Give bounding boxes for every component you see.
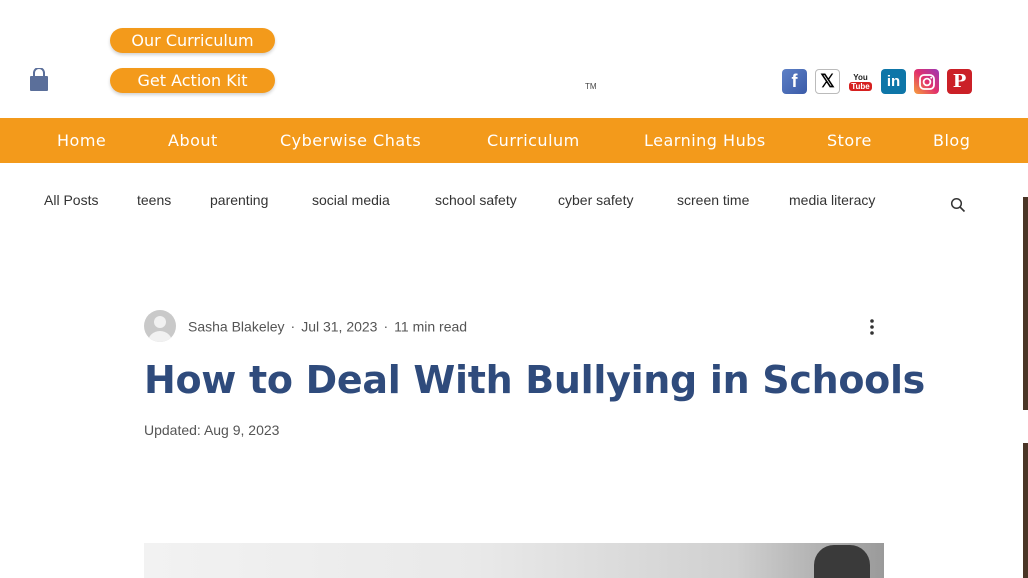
instagram-icon[interactable] — [914, 69, 939, 94]
author-name[interactable]: Sasha Blakeley — [188, 318, 285, 335]
category-teens[interactable]: teens — [137, 192, 172, 208]
category-all-posts[interactable]: All Posts — [44, 192, 99, 208]
meta-separator: · — [383, 318, 389, 335]
blog-category-menu — [0, 192, 1028, 214]
get-action-kit-button[interactable]: Get Action Kit — [110, 68, 275, 93]
more-actions-icon[interactable] — [866, 318, 878, 336]
nav-item-learning-hubs[interactable]: Learning Hubs — [644, 131, 766, 150]
category-media-literacy[interactable]: media literacy — [789, 192, 876, 208]
meta-separator: · — [290, 318, 296, 335]
nav-item-blog[interactable]: Blog — [933, 131, 971, 150]
youtube-icon-top: You — [853, 72, 868, 82]
post-title: How to Deal With Bullying in Schools — [144, 358, 926, 402]
nav-item-cyberwise-chats[interactable]: Cyberwise Chats — [280, 131, 422, 150]
linkedin-icon[interactable]: in — [881, 69, 906, 94]
youtube-icon[interactable] — [848, 69, 873, 94]
site-header — [0, 0, 1028, 118]
x-icon[interactable]: 𝕏 — [815, 69, 840, 94]
post-updated-date: Updated: Aug 9, 2023 — [144, 422, 280, 438]
trademark-mark: TM — [585, 82, 597, 91]
pinterest-icon[interactable]: P — [947, 69, 972, 94]
nav-item-home[interactable]: Home — [57, 131, 107, 150]
side-image-edge — [1023, 197, 1028, 410]
person-icon — [144, 310, 176, 342]
nav-item-about[interactable]: About — [168, 131, 218, 150]
author-avatar[interactable] — [144, 310, 176, 342]
nav-item-store[interactable]: Store — [827, 131, 872, 150]
category-screen-time[interactable]: screen time — [677, 192, 750, 208]
our-curriculum-button[interactable]: Our Curriculum — [110, 28, 275, 53]
category-cyber-safety[interactable]: cyber safety — [558, 192, 634, 208]
post-hero-image — [144, 543, 884, 578]
main-nav — [0, 118, 1028, 163]
read-time: 11 min read — [394, 318, 468, 335]
side-image-edge — [1023, 443, 1028, 578]
nav-item-curriculum[interactable]: Curriculum — [487, 131, 580, 150]
category-social-media[interactable]: social media — [312, 192, 390, 208]
post-date: Jul 31, 2023 — [301, 318, 378, 335]
shopping-bag-icon[interactable] — [29, 68, 49, 92]
social-links — [782, 69, 972, 94]
facebook-icon[interactable]: f — [782, 69, 807, 94]
search-icon[interactable] — [950, 197, 966, 213]
category-parenting[interactable]: parenting — [210, 192, 269, 208]
instagram-glyph — [918, 73, 936, 91]
hero-image-object — [814, 545, 870, 578]
youtube-icon-bottom: Tube — [851, 81, 870, 91]
post-meta — [188, 317, 467, 334]
category-school-safety[interactable]: school safety — [435, 192, 517, 208]
